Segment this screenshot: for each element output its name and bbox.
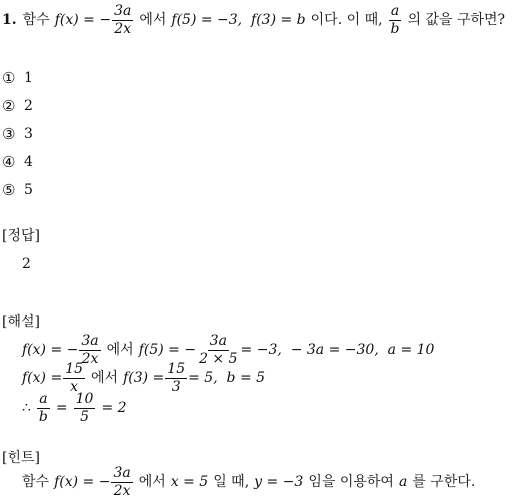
hint-text-2: 일 때, bbox=[213, 473, 250, 490]
solution-line-2-fraction-a-denominator: x bbox=[70, 378, 79, 395]
answer-value: 2 bbox=[22, 256, 31, 272]
solution-line-1-fraction-b-denominator: 2 × 5 bbox=[199, 350, 238, 367]
solution-line-2-fraction-b-denominator: 3 bbox=[171, 378, 181, 395]
question-ratio-numerator: a bbox=[390, 3, 400, 19]
choice-1[interactable] bbox=[2, 64, 33, 92]
question-function-lhs: f(x) = − bbox=[54, 11, 112, 28]
hint-line bbox=[22, 466, 475, 498]
solution-line-1-text: 에서 bbox=[106, 341, 134, 358]
hint-variable: a bbox=[398, 473, 408, 490]
choice-1-marker: ① bbox=[2, 69, 16, 87]
question-fraction-denominator: 2x bbox=[114, 20, 132, 37]
question-ratio-denominator: b bbox=[390, 20, 400, 37]
hint-x-value: x = 5 bbox=[170, 473, 209, 490]
solution-line-3 bbox=[22, 392, 127, 424]
solution-line-2-fraction-a bbox=[63, 362, 85, 394]
hint-text-3: 임을 이용하여 bbox=[308, 473, 394, 490]
choice-3[interactable] bbox=[2, 120, 33, 148]
choice-2[interactable] bbox=[2, 92, 33, 120]
solution-line-3-fraction-b-denominator: 5 bbox=[80, 408, 89, 425]
question-tail-text: 의 값을 구하면? bbox=[407, 11, 506, 28]
solution-line-3-fraction-b bbox=[74, 392, 96, 424]
question-middle-text: 에서 bbox=[139, 11, 167, 28]
hint-fraction-numerator: 3a bbox=[113, 465, 131, 481]
solution-line-2 bbox=[22, 362, 265, 394]
solution-line-3-fraction-b-numerator: 10 bbox=[75, 391, 94, 407]
solution-line-2-text: 에서 bbox=[91, 369, 119, 386]
choice-2-value: 2 bbox=[24, 97, 33, 114]
solution-line-1-fraction-b-numerator: 3a bbox=[209, 333, 227, 349]
question-number: 1. bbox=[2, 11, 17, 28]
choice-5-marker: ⑤ bbox=[2, 181, 16, 199]
choice-3-marker: ③ bbox=[2, 125, 16, 143]
hint-fraction-denominator: 2x bbox=[113, 482, 131, 499]
question-statement bbox=[2, 4, 528, 36]
hint-lead-text: 함수 bbox=[22, 473, 50, 490]
question-middle-text-2: 이다. 이 때, bbox=[310, 11, 383, 28]
choice-1-value: 1 bbox=[24, 69, 33, 86]
solution-line-1-fraction-a-denominator: 2x bbox=[81, 350, 99, 367]
solution-line-3-fraction-a-denominator: b bbox=[38, 408, 48, 425]
choice-4-marker: ④ bbox=[2, 153, 16, 171]
solution-line-2-fraction-b bbox=[165, 362, 187, 394]
hint-text-4: 를 구한다. bbox=[412, 473, 476, 490]
choice-5[interactable] bbox=[2, 176, 33, 204]
choice-4-value: 4 bbox=[24, 153, 33, 170]
solution-line-2-rhs: = 5, b = 5 bbox=[188, 369, 266, 386]
solution-line-1-middle: f(5) = − bbox=[138, 341, 197, 358]
question-ratio-fraction bbox=[389, 4, 402, 36]
question-fraction bbox=[112, 4, 133, 36]
question-lead-text: 함수 bbox=[22, 11, 50, 28]
hint-label: [힌트] bbox=[2, 450, 40, 466]
question-conditions: f(5) = −3, f(3) = b bbox=[171, 11, 306, 28]
hint-function-lhs: f(x) = − bbox=[54, 473, 111, 490]
question-fraction-numerator: 3a bbox=[114, 3, 132, 19]
solution-line-1-fraction-a-numerator: 3a bbox=[81, 333, 99, 349]
choice-5-value: 5 bbox=[24, 181, 33, 198]
solution-line-3-equals: = bbox=[55, 399, 68, 416]
choice-3-value: 3 bbox=[24, 125, 33, 142]
solution-line-2-middle: f(3) = bbox=[123, 369, 165, 386]
solution-label: [해설] bbox=[2, 314, 40, 330]
solution-line-3-fraction-a-numerator: a bbox=[39, 391, 48, 407]
solution-line-1-lhs: f(x) = − bbox=[22, 341, 79, 358]
hint-y-value: y = −3 bbox=[254, 473, 304, 490]
answer-choices bbox=[2, 64, 33, 204]
solution-line-2-fraction-a-numerator: 15 bbox=[65, 361, 84, 377]
solution-line-2-fraction-b-numerator: 15 bbox=[167, 361, 186, 377]
solution-line-3-rhs: = 2 bbox=[101, 399, 127, 416]
solution-line-1-rhs: = −3, − 3a = −30, a = 10 bbox=[240, 341, 435, 358]
choice-4[interactable] bbox=[2, 148, 33, 176]
answer-label: [정답] bbox=[2, 228, 40, 244]
solution-line-3-fraction-a bbox=[37, 392, 50, 424]
hint-text-1: 에서 bbox=[138, 473, 166, 490]
therefore-symbol: ∴ bbox=[22, 399, 31, 416]
choice-2-marker: ② bbox=[2, 97, 16, 115]
hint-fraction bbox=[111, 466, 132, 498]
solution-line-2-lhs: f(x) = bbox=[22, 369, 63, 386]
